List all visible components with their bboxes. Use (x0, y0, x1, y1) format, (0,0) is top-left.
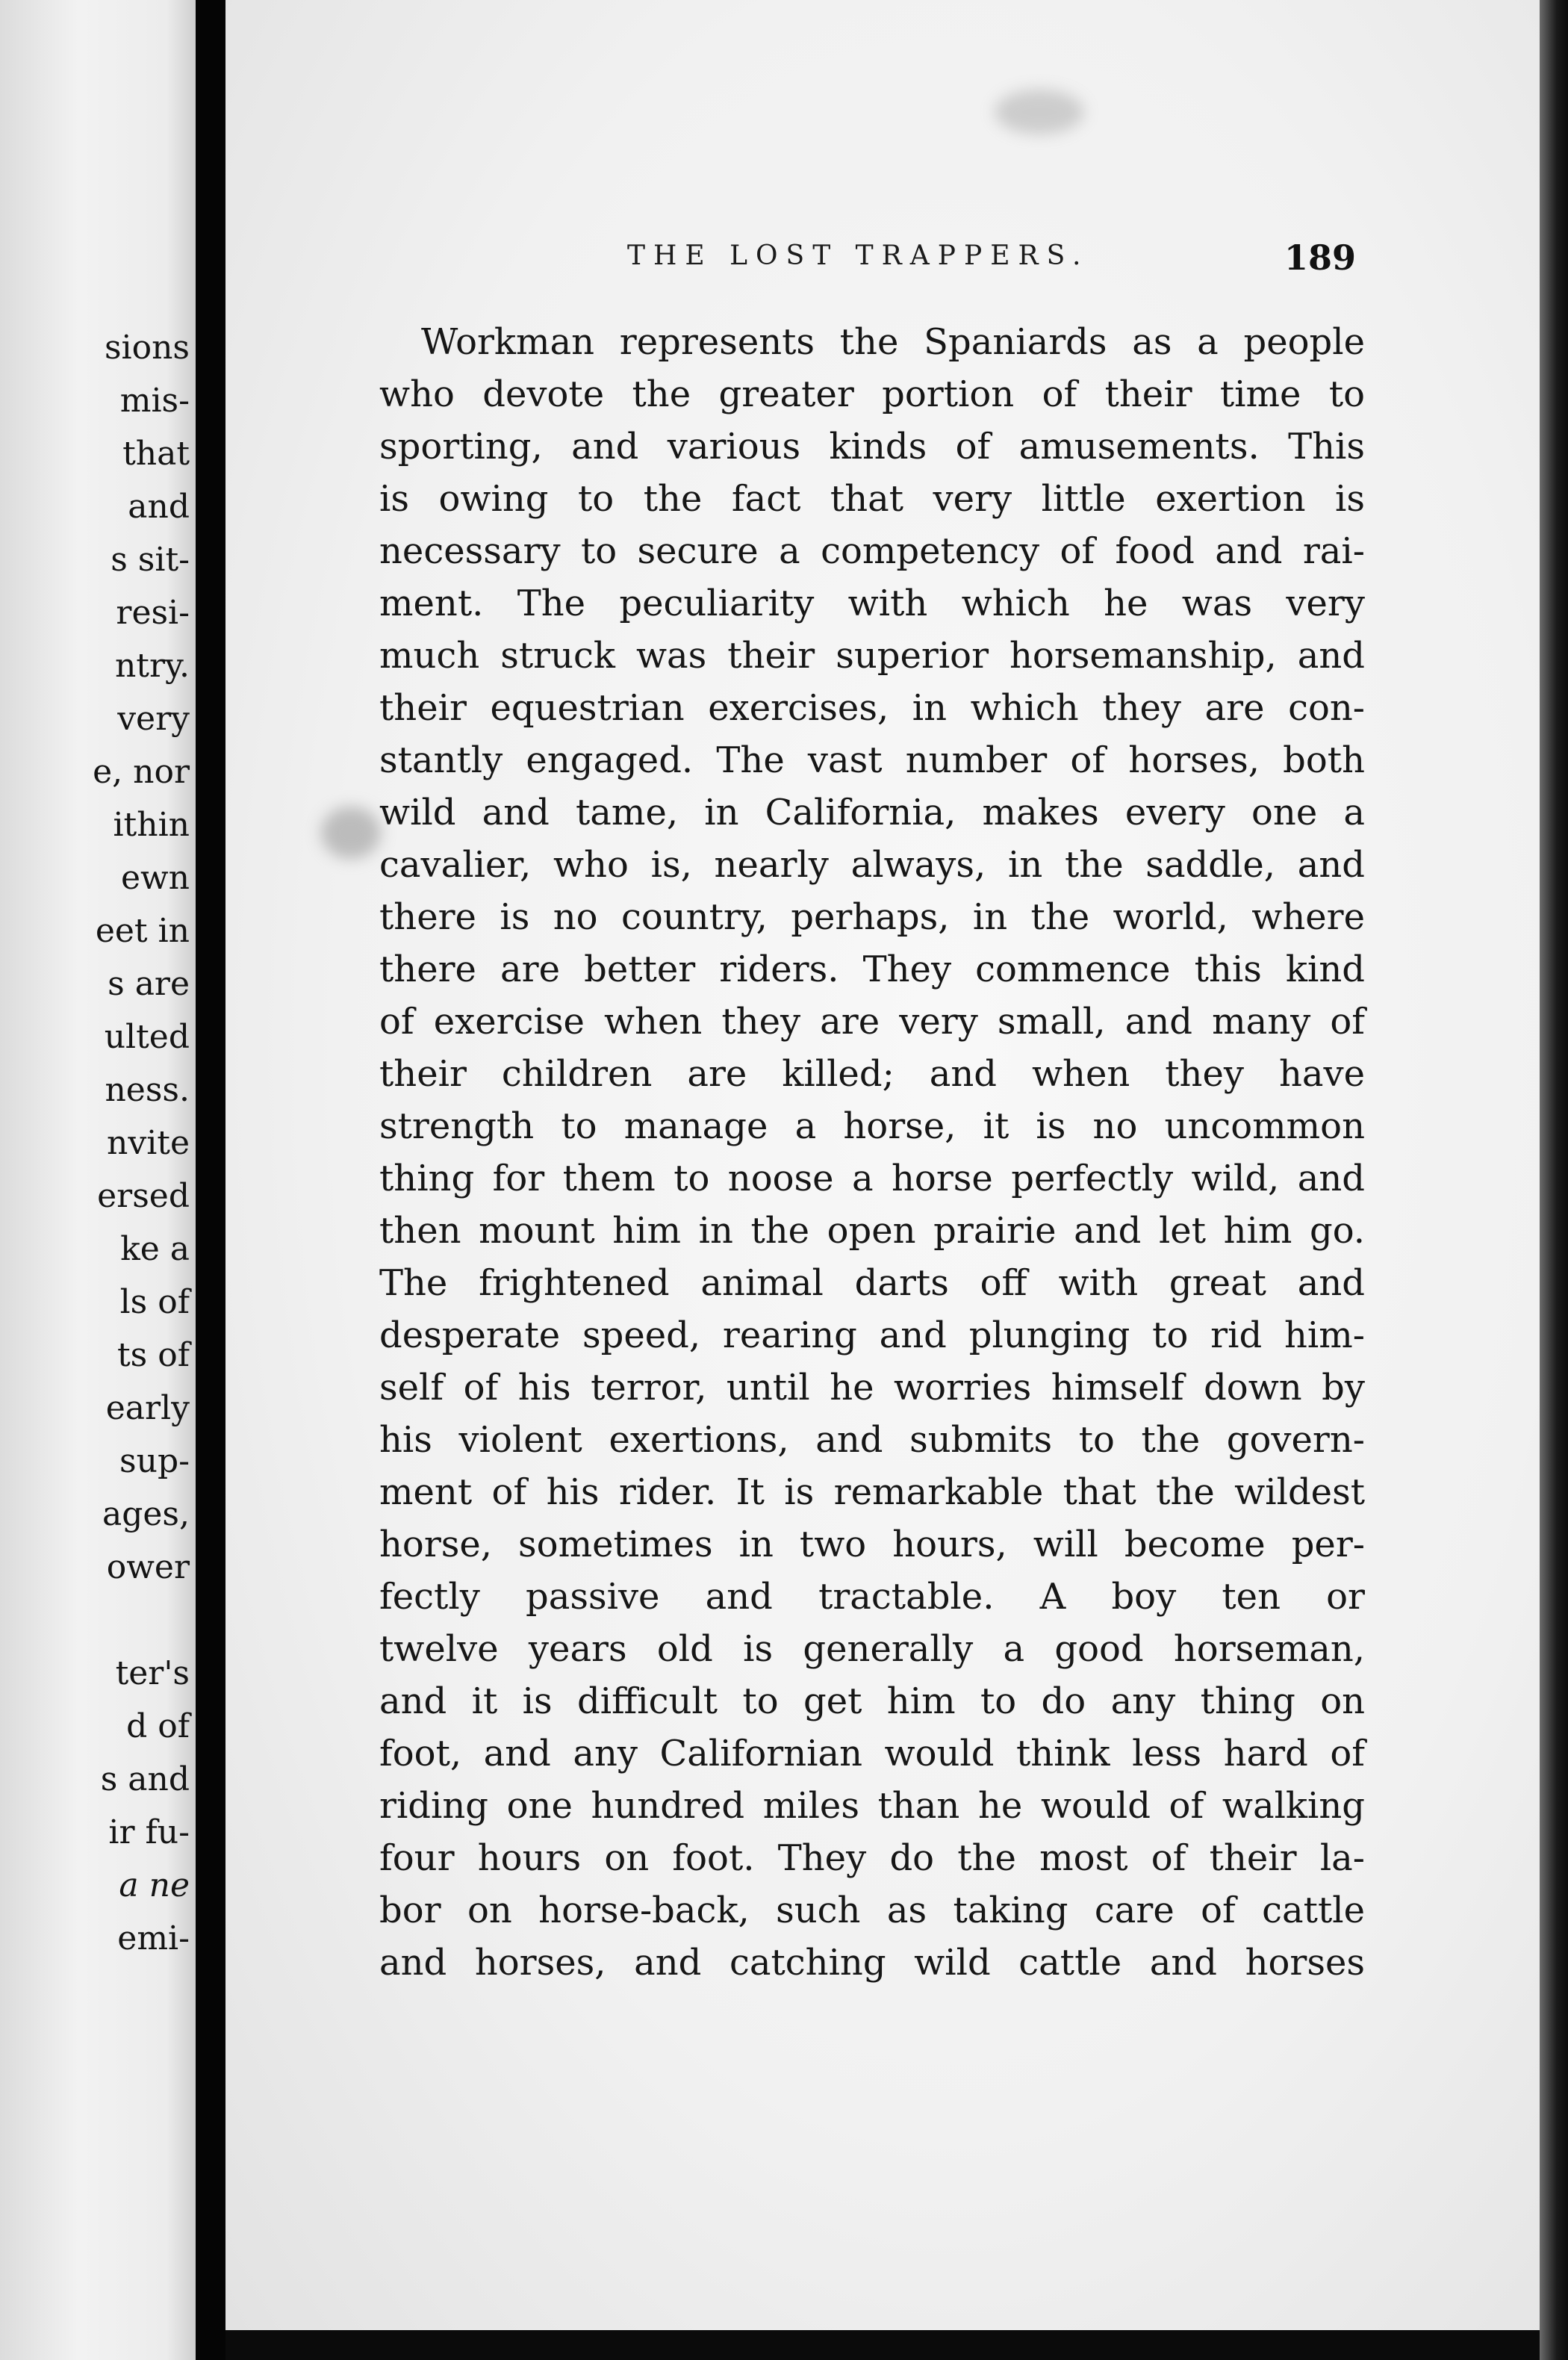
text-line: self of his terror, until he worries himself down by (379, 1367, 1365, 1409)
text-line: cavalier, who is, nearly always, in the saddle, and (379, 844, 1365, 886)
text-line: is owing to the fact that very little exertion is (379, 478, 1365, 520)
text-line: bor on horse-back, such as taking care of cattle (379, 1889, 1365, 1931)
text-line: there are better riders. They commence this kind (379, 948, 1365, 990)
text-line: who devote the greater portion of their time to (379, 373, 1365, 415)
left-page-line: d of (126, 1707, 190, 1745)
text-line: ment of his rider. It is remarkable that the wildest (379, 1471, 1365, 1513)
text-line: and horses, and catching wild cattle and horses (379, 1942, 1365, 1984)
text-line: and it is difficult to get him to do any thing on (379, 1680, 1365, 1722)
text-line: thing for them to noose a horse perfectly wild, and (379, 1158, 1365, 1199)
left-page-line: sup- (119, 1442, 190, 1480)
left-page-line: mis- (119, 382, 190, 420)
left-page-line: a ne (119, 1866, 190, 1904)
text-line: fectly passive and tractable. A boy ten or (379, 1576, 1365, 1618)
page-edge (1540, 0, 1568, 2360)
left-page-line: that (122, 435, 190, 473)
text-line: much struck was their superior horsemanship, and (379, 635, 1365, 677)
left-page-line: ulted (104, 1018, 190, 1056)
left-page-line: ness. (105, 1071, 190, 1109)
left-page-line: s are (108, 965, 190, 1003)
left-page-line: ersed (97, 1177, 190, 1215)
text-line: Workman represents the Spaniards as a people (421, 321, 1365, 363)
left-page-line: very (117, 700, 190, 738)
left-page-line: and (128, 488, 190, 526)
left-page-line: ages, (102, 1495, 190, 1533)
text-line: of exercise when they are very small, and many of (379, 1001, 1365, 1043)
text-line: The frightened animal darts off with great and (379, 1262, 1365, 1304)
left-page-fragment (0, 0, 196, 2360)
text-line: their equestrian exercises, in which they are con- (379, 687, 1365, 729)
left-page-line: ls of (119, 1283, 190, 1321)
text-line: stantly engaged. The vast number of horses, both (379, 739, 1365, 781)
text-line: horse, sometimes in two hours, will become per- (379, 1524, 1365, 1565)
text-line: riding one hundred miles than he would of walking (379, 1785, 1365, 1827)
text-line: sporting, and various kinds of amusements. This (379, 426, 1365, 468)
text-line: wild and tame, in California, makes every one a (379, 792, 1365, 833)
ink-smudge (995, 90, 1084, 134)
book-gutter (196, 0, 225, 2360)
left-page-line: ir fu- (108, 1813, 190, 1851)
text-line: there is no country, perhaps, in the world, where (379, 896, 1365, 938)
text-line: desperate speed, rearing and plunging to rid him- (379, 1314, 1365, 1356)
text-line: his violent exertions, and submits to the govern- (379, 1419, 1365, 1461)
text-line: ment. The peculiarity with which he was very (379, 583, 1365, 624)
left-page-line: nvite (107, 1124, 190, 1162)
text-line: strength to manage a horse, it is no uncommon (379, 1105, 1365, 1147)
text-line: foot, and any Californian would think less hard of (379, 1733, 1365, 1774)
left-page-line: ke a (120, 1230, 190, 1268)
left-page-line: sions (104, 329, 190, 367)
text-line: their children are killed; and when they have (379, 1053, 1365, 1095)
left-page-line: ntry. (114, 647, 190, 685)
left-page-line: ithin (113, 806, 190, 844)
text-line: twelve years old is generally a good horseman, (379, 1628, 1365, 1670)
ink-smudge (321, 807, 381, 859)
left-page-line: s and (100, 1760, 190, 1798)
page-number: 189 (1284, 237, 1357, 278)
left-page-line: eet in (95, 912, 190, 950)
left-page-line: emi- (117, 1919, 190, 1957)
left-page-line: ewn (120, 859, 190, 897)
text-line: necessary to secure a competency of food and rai- (379, 530, 1365, 572)
left-page-line: resi- (116, 594, 190, 632)
text-line: then mount him in the open prairie and let him go. (379, 1210, 1365, 1252)
running-head: THE LOST TRAPPERS. (627, 240, 1089, 271)
left-page-line: e, nor (93, 753, 190, 791)
text-line: four hours on foot. They do the most of their la- (379, 1837, 1365, 1879)
left-page-line: ter's (115, 1654, 190, 1692)
left-page-line: ower (106, 1548, 190, 1586)
left-page-line: ts of (116, 1336, 190, 1374)
left-page-line: early (105, 1389, 190, 1427)
page-bottom-edge (225, 2330, 1540, 2360)
left-page-line: s sit- (111, 541, 190, 579)
